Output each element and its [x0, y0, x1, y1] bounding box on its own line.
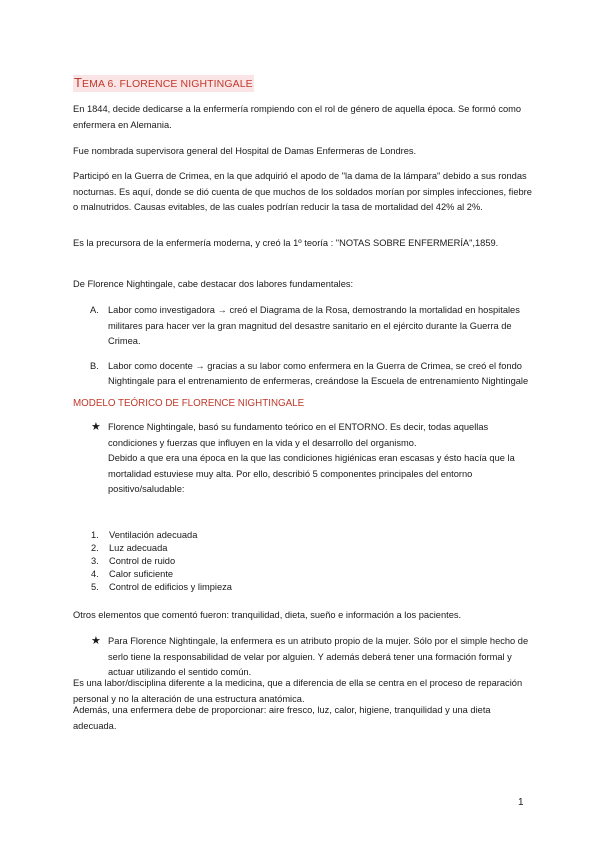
list-item-text: Control de edificios y limpieza	[109, 582, 232, 592]
labores-list	[90, 303, 530, 390]
list-item	[90, 303, 530, 350]
star-bullet-icon: ★	[91, 635, 101, 647]
list-marker: 3.	[91, 556, 99, 566]
paragraph-otros-elementos: Otros elementos que comentó fueron: tranquilidad, dieta, sueño e información a los pacientes.	[73, 610, 462, 620]
list-marker: A.	[90, 305, 99, 315]
list-item-text: Florence Nightingale, basó su fundamento teórico en el ENTORNO. Es decir, todas aquellas condiciones y fuerzas que influyen en la vida y el desarrollo del organismo.	[108, 422, 489, 448]
list-item-text: Ventilación adecuada	[109, 530, 198, 540]
list-item-text: Para Florence Nightingale, la enfermera es un atributo propio de la mujer. Sólo por el simple hecho de serlo tiene la responsabilidad de velar por alguien. Y además deberá tener una formación formal y actuar utilizando el sentido común.	[108, 636, 529, 677]
list-marker: 5.	[91, 582, 99, 592]
star-bullet-icon: ★	[91, 421, 101, 433]
list-item-text: Calor suficiente	[109, 569, 174, 579]
list-item-text: Labor como investigadora → creó el Diagrama de la Rosa, demostrando la mortalidad en hospitales militares para hacer ver la gran magnitud del desastre sanitario en el ejército durante la Guerra de Crimea.	[108, 305, 520, 346]
paragraph-labor-disciplina: Es una labor/disciplina diferente a la medicina, que a diferencia de ella se centra en el proceso de reparación personal y no la alteración de una estructura anatómica.	[73, 678, 523, 704]
title-first-letter: T	[74, 75, 83, 90]
list-item-text: Debido a que era una época en la que las condiciones higiénicas eran escasas y ésto hacía que la mortalidad estuviese muy alta. Por ello, describió 5 componentes principales del entorno positivo/saludable:	[108, 453, 515, 494]
title-rest: EMA 6. FLORENCE NIGHTINGALE	[82, 78, 253, 90]
list-marker: 2.	[91, 543, 99, 553]
paragraph-crimea: Participó en la Guerra de Crimea, en la que adquirió el apodo de "la dama de la lámpara" debido a sus rondas nocturnas. Es aquí, donde se dió cuenta de que muchos de los soldados morían por simples infecciones, fiebre o malnutridos. Causas evitables, de las cuales podrían reducir la tasa de mortalidad del 42% al 2%.	[73, 171, 532, 212]
list-item	[90, 359, 530, 390]
star-list-entorno	[90, 420, 530, 498]
list-item-text: Labor como docente → gracias a su labor como enfermera en la Guerra de Crimea, se creó el fondo Nightingale para el entrenamiento de enfermeras, creándose la Escuela de entrenamiento Nightingale	[108, 360, 529, 386]
list-marker: B.	[90, 360, 99, 371]
paragraph-ademas: Además, una enfermera debe de proporcionar: aire fresco, luz, calor, higiene, tranquilidad y una dieta adecuada.	[73, 705, 491, 731]
star-list-mujer	[90, 634, 530, 681]
section-heading: MODELO TEÓRICO DE FLORENCE NIGHTINGALE	[73, 398, 305, 409]
paragraph-labores-intro: De Florence Nightingale, cabe destacar dos labores fundamentales:	[73, 279, 354, 289]
list-item	[90, 634, 530, 681]
list-item-text: Luz adecuada	[109, 543, 168, 553]
list-item	[91, 580, 531, 596]
paragraph-1844: En 1844, decide dedicarse a la enfermería rompiendo con el rol de género de aquella época. Se formó como enfermera en Alemania.	[73, 104, 522, 130]
list-item-text: Control de ruido	[109, 556, 176, 566]
paragraph-supervisora: Fue nombrada supervisora general del Hospital de Damas Enfermeras de Londres.	[73, 146, 417, 156]
list-item	[90, 420, 530, 498]
componentes-list	[91, 528, 531, 596]
list-marker: 1.	[91, 530, 99, 540]
page-title	[73, 75, 254, 92]
page-number: 1	[518, 797, 524, 808]
paragraph-precursora: Es la precursora de la enfermería moderna, y creó la 1º teoría : "NOTAS SOBRE ENFERMERÍA",1859.	[73, 238, 499, 248]
list-marker: 4.	[91, 569, 99, 579]
